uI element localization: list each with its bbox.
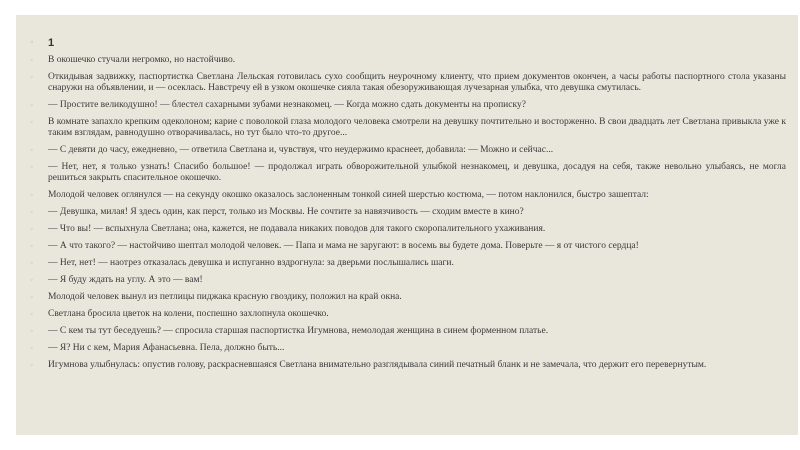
bullet-icon: ◦	[30, 39, 34, 46]
bullet-icon: ◦	[30, 147, 34, 154]
paragraph-text: — Что вы! — вспыхнула Светлана; она, кажется, не подавала никаких поводов для такого скоропалительного ухаживания.	[48, 224, 546, 234]
paragraph-text: — Нет, нет! — наотрез отказалась девушка и испуганно вздрогнула: за дверьми послышались шаги.	[48, 258, 454, 268]
paragraph	[28, 275, 786, 286]
slide-heading	[28, 37, 786, 49]
slide	[16, 15, 798, 435]
paragraph-list	[28, 55, 786, 371]
paragraph	[28, 117, 786, 139]
bullet-icon: ◦	[30, 362, 34, 369]
paragraph-text: — С кем ты тут беседуешь? — спросила старшая паспортистка Игумнова, немолодая женщина в синем форменном платье.	[48, 326, 549, 336]
paragraph	[28, 360, 786, 371]
paragraph-text: — А что такого? — настойчиво шептал молодой человек. — Папа и мама не заругают: в восемь вы будете дома. Поверьте — я от чистого сердца!	[48, 241, 639, 251]
paragraph-text: В окошечко стучали негромко, но настойчиво.	[48, 55, 236, 65]
paragraph	[28, 326, 786, 337]
bullet-icon: ◦	[30, 74, 34, 81]
bullet-icon: ◦	[30, 294, 34, 301]
bullet-icon: ◦	[30, 226, 34, 233]
bullet-icon: ◦	[30, 57, 34, 64]
paragraph	[28, 162, 786, 184]
paragraph-text: — Я буду ждать на углу. А это — вам!	[48, 275, 203, 285]
bullet-icon: ◦	[30, 209, 34, 216]
paragraph-text: Откидывая задвижку, паспортистка Светлана Лельская готовилась сухо сообщить неурочному клиенту, что прием документов окончен, а часы работы паспортного стола указаны снаружи на объявлении, и — осеклась. Навстречу ей в узком окошечке сияла такая обезоруживающая лучезарная улыбка, что девушка смутилась.	[48, 72, 786, 93]
paragraph-text: В комнате запахло крепким одеколоном; карие с поволокой глаза молодого человека смотрели на девушку почтительно и восторженно. В свои двадцать лет Светлана привыкла уже к таким взглядам, равнодушно отворачивалась, но тут было что-то другое...	[48, 117, 786, 138]
paragraph-text: — Я? Ни с кем, Мария Афанасьевна. Пела, должно быть...	[48, 343, 285, 353]
paragraph-text: Игумнова улыбнулась: опустив голову, раскрасневшаяся Светлана внимательно разглядывала синий печатный бланк и не замечала, что держит его перевернутым.	[48, 360, 707, 370]
paragraph	[28, 343, 786, 354]
bullet-icon: ◦	[30, 243, 34, 250]
bullet-icon: ◦	[30, 102, 34, 109]
bullet-icon: ◦	[30, 192, 34, 199]
paragraph	[28, 241, 786, 252]
paragraph	[28, 100, 786, 111]
bullet-icon: ◦	[30, 345, 34, 352]
paragraph	[28, 224, 786, 235]
paragraph	[28, 190, 786, 201]
paragraph	[28, 207, 786, 218]
paragraph-text: — Простите великодушно! — блестел сахарными зубами незнакомец. — Когда можно сдать документы на прописку?	[48, 100, 526, 110]
paragraph-text: Светлана бросила цветок на колени, поспешно захлопнула окошечко.	[48, 309, 329, 319]
paragraph-text: — Нет, нет, я только узнать! Спасибо большое! — продолжал играть обворожительной улыбкой незнакомец, и девушка, досадуя на себя, также невольно улыбаясь, не могла решиться закрыть спасительное окошечко.	[48, 162, 786, 183]
bullet-icon: ◦	[30, 260, 34, 267]
paragraph-text: — Девушка, милая! Я здесь один, как перст, только из Москвы. Не сочтите за навязчивость — сходим вместе в кино?	[48, 207, 524, 217]
paragraph	[28, 72, 786, 94]
bullet-icon: ◦	[30, 164, 34, 171]
bullet-icon: ◦	[30, 277, 34, 284]
paragraph	[28, 309, 786, 320]
paragraph-text: Молодой человек вынул из петлицы пиджака красную гвоздику, положил на край окна.	[48, 292, 402, 302]
paragraph-text: — С девяти до часу, ежедневно, — ответила Светлана и, чувствуя, что неудержимо краснеет, добавила: — Можно и сейчас...	[48, 145, 554, 155]
paragraph	[28, 258, 786, 269]
heading-text: 1	[48, 37, 55, 49]
bullet-icon: ◦	[30, 119, 34, 126]
slide-content	[28, 37, 786, 377]
bullet-icon: ◦	[30, 328, 34, 335]
paragraph	[28, 55, 786, 66]
bullet-icon: ◦	[30, 311, 34, 318]
paragraph	[28, 145, 786, 156]
paragraph	[28, 292, 786, 303]
paragraph-text: Молодой человек оглянулся — на секунду окошко оказалось заслоненным тонкой синей шерстью костюма, — потом наклонился, быстро зашептал:	[48, 190, 649, 200]
